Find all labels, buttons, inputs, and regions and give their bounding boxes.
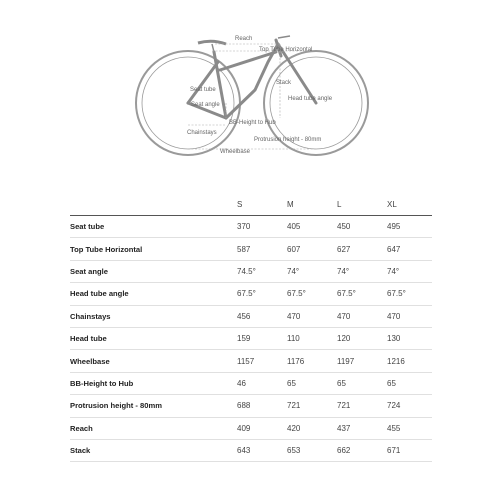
- cell-s: 370: [237, 216, 287, 238]
- size-header-xl: XL: [387, 193, 432, 216]
- cell-s: 587: [237, 238, 287, 260]
- cell-m: 653: [287, 439, 337, 461]
- cell-m: 607: [287, 238, 337, 260]
- size-header-s: S: [237, 193, 287, 216]
- cell-xl: 74°: [387, 260, 432, 282]
- row-label: Seat tube: [70, 216, 237, 238]
- row-label: Reach: [70, 417, 237, 439]
- row-label: Protrusion height - 80mm: [70, 395, 237, 417]
- diagram-label-seat-tube: Seat tube: [190, 87, 216, 93]
- cell-m: 420: [287, 417, 337, 439]
- cell-m: 110: [287, 327, 337, 349]
- table-row: [70, 350, 432, 372]
- cell-l: 450: [337, 216, 387, 238]
- cell-xl: 647: [387, 238, 432, 260]
- row-label: Wheelbase: [70, 350, 237, 372]
- diagram-label-wheelbase: Wheelbase: [220, 149, 251, 155]
- cell-s: 74.5°: [237, 260, 287, 282]
- table-row: [70, 216, 432, 238]
- geometry-table-container: [70, 193, 432, 462]
- table-row: [70, 439, 432, 461]
- row-label: Top Tube Horizontal: [70, 238, 237, 260]
- cell-m: 74°: [287, 260, 337, 282]
- cell-l: 67.5°: [337, 283, 387, 305]
- size-header-l: L: [337, 193, 387, 216]
- row-label: Chainstays: [70, 305, 237, 327]
- cell-l: 437: [337, 417, 387, 439]
- table-row: [70, 305, 432, 327]
- geometry-table: [70, 193, 432, 462]
- cell-xl: 724: [387, 395, 432, 417]
- diagram-label-stack: Stack: [276, 80, 292, 86]
- cell-xl: 1216: [387, 350, 432, 372]
- cell-xl: 65: [387, 372, 432, 394]
- cell-xl: 130: [387, 327, 432, 349]
- cell-s: 67.5°: [237, 283, 287, 305]
- diagram-label-protrusion-height: Protrusion height - 80mm: [254, 137, 322, 143]
- cell-s: 159: [237, 327, 287, 349]
- diagram-label-bb-height-to-hub: BB-Height to Hub: [229, 120, 276, 126]
- header-label-cell: [70, 193, 237, 216]
- cell-l: 470: [337, 305, 387, 327]
- row-label: BB-Height to Hub: [70, 372, 237, 394]
- cell-xl: 470: [387, 305, 432, 327]
- diagram-label-seat-angle: Seat angle: [191, 102, 220, 108]
- cell-l: 120: [337, 327, 387, 349]
- size-header-m: M: [287, 193, 337, 216]
- cell-m: 67.5°: [287, 283, 337, 305]
- row-label: Stack: [70, 439, 237, 461]
- cell-l: 74°: [337, 260, 387, 282]
- diagram-label-reach: Reach: [235, 36, 253, 42]
- table-row: [70, 327, 432, 349]
- cell-m: 1176: [287, 350, 337, 372]
- cell-s: 1157: [237, 350, 287, 372]
- cell-s: 456: [237, 305, 287, 327]
- diagram-label-chainstays: Chainstays: [187, 130, 217, 136]
- table-row: [70, 238, 432, 260]
- table-header-row: [70, 193, 432, 216]
- cell-xl: 495: [387, 216, 432, 238]
- cell-l: 1197: [337, 350, 387, 372]
- cell-l: 627: [337, 238, 387, 260]
- cell-m: 721: [287, 395, 337, 417]
- cell-m: 65: [287, 372, 337, 394]
- cell-s: 643: [237, 439, 287, 461]
- table-row: [70, 372, 432, 394]
- cell-l: 65: [337, 372, 387, 394]
- cell-xl: 67.5°: [387, 283, 432, 305]
- cell-s: 688: [237, 395, 287, 417]
- cell-m: 405: [287, 216, 337, 238]
- table-row: [70, 260, 432, 282]
- table-row: [70, 395, 432, 417]
- cell-m: 470: [287, 305, 337, 327]
- cell-l: 662: [337, 439, 387, 461]
- row-label: Head tube angle: [70, 283, 237, 305]
- cell-l: 721: [337, 395, 387, 417]
- cell-xl: 455: [387, 417, 432, 439]
- diagram-label-head-tube-angle: Head tube angle: [288, 96, 333, 102]
- bike-geometry-svg: [0, 0, 500, 165]
- cell-xl: 671: [387, 439, 432, 461]
- cell-s: 409: [237, 417, 287, 439]
- table-row: [70, 283, 432, 305]
- cell-s: 46: [237, 372, 287, 394]
- row-label: Head tube: [70, 327, 237, 349]
- table-row: [70, 417, 432, 439]
- geometry-diagram: [0, 0, 500, 165]
- row-label: Seat angle: [70, 260, 237, 282]
- diagram-label-top-tube-horizontal: Top Tube Horizontal: [259, 47, 313, 53]
